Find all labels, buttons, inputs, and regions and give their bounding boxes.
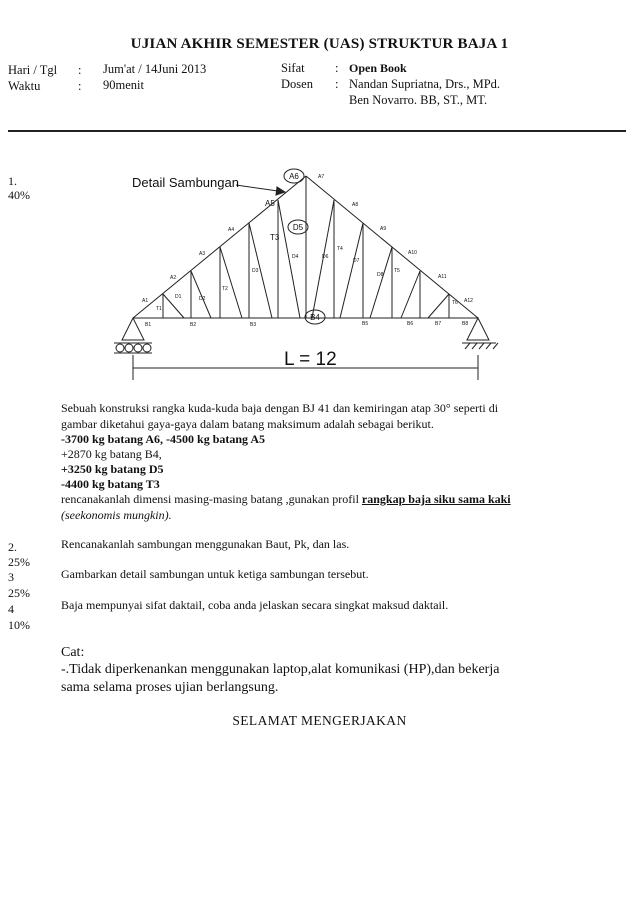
member-label-a10: A10 xyxy=(408,250,417,256)
q3-text: Gambarkan detail sambungan untuk ketiga sambungan tersebut. xyxy=(61,567,369,581)
member-label-d3: D3 xyxy=(252,268,259,274)
joint-label-a6: A6 xyxy=(289,172,299,181)
right-support-hatch xyxy=(465,343,498,349)
member-label-a5: A5 xyxy=(265,199,275,208)
q1-intro-line-2: gambar diketahui gaya-gaya dalam batang maksimum adalah sebagai berikut. xyxy=(61,417,434,431)
waktu-label: Waktu xyxy=(8,79,41,93)
detail-label xyxy=(132,175,239,190)
q1-task xyxy=(61,492,511,507)
member-label-a1: A1 xyxy=(142,298,149,304)
member-label-a12: A12 xyxy=(464,298,473,304)
member-label-b3: B3 xyxy=(250,322,257,328)
cat-label: Cat: xyxy=(61,645,85,660)
q1-weight: 40% xyxy=(8,188,30,202)
member-label-b5: B5 xyxy=(362,321,369,327)
hari-label: Hari / Tgl xyxy=(8,63,58,77)
dosen-colon: : xyxy=(335,77,339,91)
member-label-a11: A11 xyxy=(438,274,447,280)
cat-line-2: sama selama proses ujian berlangsung. xyxy=(61,680,279,695)
right-support xyxy=(467,318,489,340)
member-label-d2: D2 xyxy=(199,296,206,302)
q2-number: 2. xyxy=(8,540,17,554)
waktu-colon: : xyxy=(78,79,82,93)
q1-force-d5: +3250 kg batang D5 xyxy=(61,462,164,476)
sifat-value: Open Book xyxy=(349,61,407,75)
member-label-t6: T6 xyxy=(452,300,458,306)
q1-task-prefix: rencanakanlah dimensi masing-masing batang ,gunakan profil xyxy=(61,492,362,506)
dosen-value-1: Nandan Supriatna, Drs., MPd. xyxy=(349,77,501,91)
member-label-a4: A4 xyxy=(228,227,235,233)
member-label-d7: D7 xyxy=(353,258,360,264)
member-label-a2: A2 xyxy=(170,275,177,281)
dosen-value-2: Ben Novarro. BB, ST., MT. xyxy=(349,93,488,107)
page-title: UJIAN AKHIR SEMESTER (UAS) STRUKTUR BAJA 1 xyxy=(130,36,509,52)
detail-label-text: Detail Sambungan xyxy=(132,175,239,190)
q1-task-profile: rangkap baja siku sama kaki xyxy=(361,492,511,506)
member-label-t1: T1 xyxy=(156,306,162,312)
q3-number: 3 xyxy=(8,570,14,584)
member-label-d1: D1 xyxy=(175,294,182,300)
q4-text: Baja mempunyai sifat daktail, coba anda jelaskan secara singkat maksud daktail. xyxy=(61,598,449,612)
q1-intro-line-1: Sebuah konstruksi rangka kuda-kuda baja dengan BJ 41 dan kemiringan atap 30° seperti di xyxy=(61,401,499,415)
member-label-b8: B8 xyxy=(462,321,469,327)
member-label-a7: A7 xyxy=(318,174,325,180)
closing-text: SELAMAT MENGERJAKAN xyxy=(232,713,407,728)
sifat-colon: : xyxy=(335,61,339,75)
member-label-a9: A9 xyxy=(380,226,387,232)
q4-weight: 10% xyxy=(8,618,30,632)
q1-force-a6-a5: -3700 kg batang A6, -4500 kg batang A5 xyxy=(61,432,266,446)
member-label-d4: D4 xyxy=(292,254,299,260)
member-label-b6: B6 xyxy=(407,321,414,327)
member-label-t5: T5 xyxy=(394,268,400,274)
q2-weight: 25% xyxy=(8,555,30,569)
q1-force-b4: +2870 kg batang B4, xyxy=(61,447,162,461)
q1-number: 1. xyxy=(8,174,17,188)
member-label-b1: B1 xyxy=(145,322,152,328)
q1-force-t3: -4400 kg batang T3 xyxy=(61,477,160,491)
q1-task-note: (seekonomis mungkin). xyxy=(61,508,172,522)
q4-number: 4 xyxy=(8,602,14,616)
span-label: L = 12 xyxy=(284,349,337,370)
member-label-d8: D8 xyxy=(377,272,384,278)
hari-colon: : xyxy=(78,63,82,77)
member-label-b2: B2 xyxy=(190,322,197,328)
left-support xyxy=(122,318,144,340)
q3-weight: 25% xyxy=(8,586,30,600)
member-label-t2: T2 xyxy=(222,286,228,292)
member-label-a8: A8 xyxy=(352,202,359,208)
hari-value: Jum'at / 14Juni 2013 xyxy=(103,62,207,76)
member-label-b7: B7 xyxy=(435,321,442,327)
member-label-a3: A3 xyxy=(199,251,206,257)
dosen-label: Dosen xyxy=(281,77,313,91)
joint-label-d5: D5 xyxy=(292,223,304,232)
q2-text: Rencanakanlah sambungan menggunakan Baut, Pk, dan las. xyxy=(61,537,350,551)
sifat-label: Sifat xyxy=(281,61,305,75)
cat-line-1: -.Tidak diperkenankan menggunakan laptop,alat komunikasi (HP),dan bekerja xyxy=(61,662,500,677)
member-label-t3: T3 xyxy=(270,233,280,242)
member-label-d6: D6 xyxy=(322,254,329,260)
waktu-value: 90menit xyxy=(103,78,144,92)
joint-label-b4: B4 xyxy=(310,313,320,322)
member-label-t4: T4 xyxy=(337,246,343,252)
